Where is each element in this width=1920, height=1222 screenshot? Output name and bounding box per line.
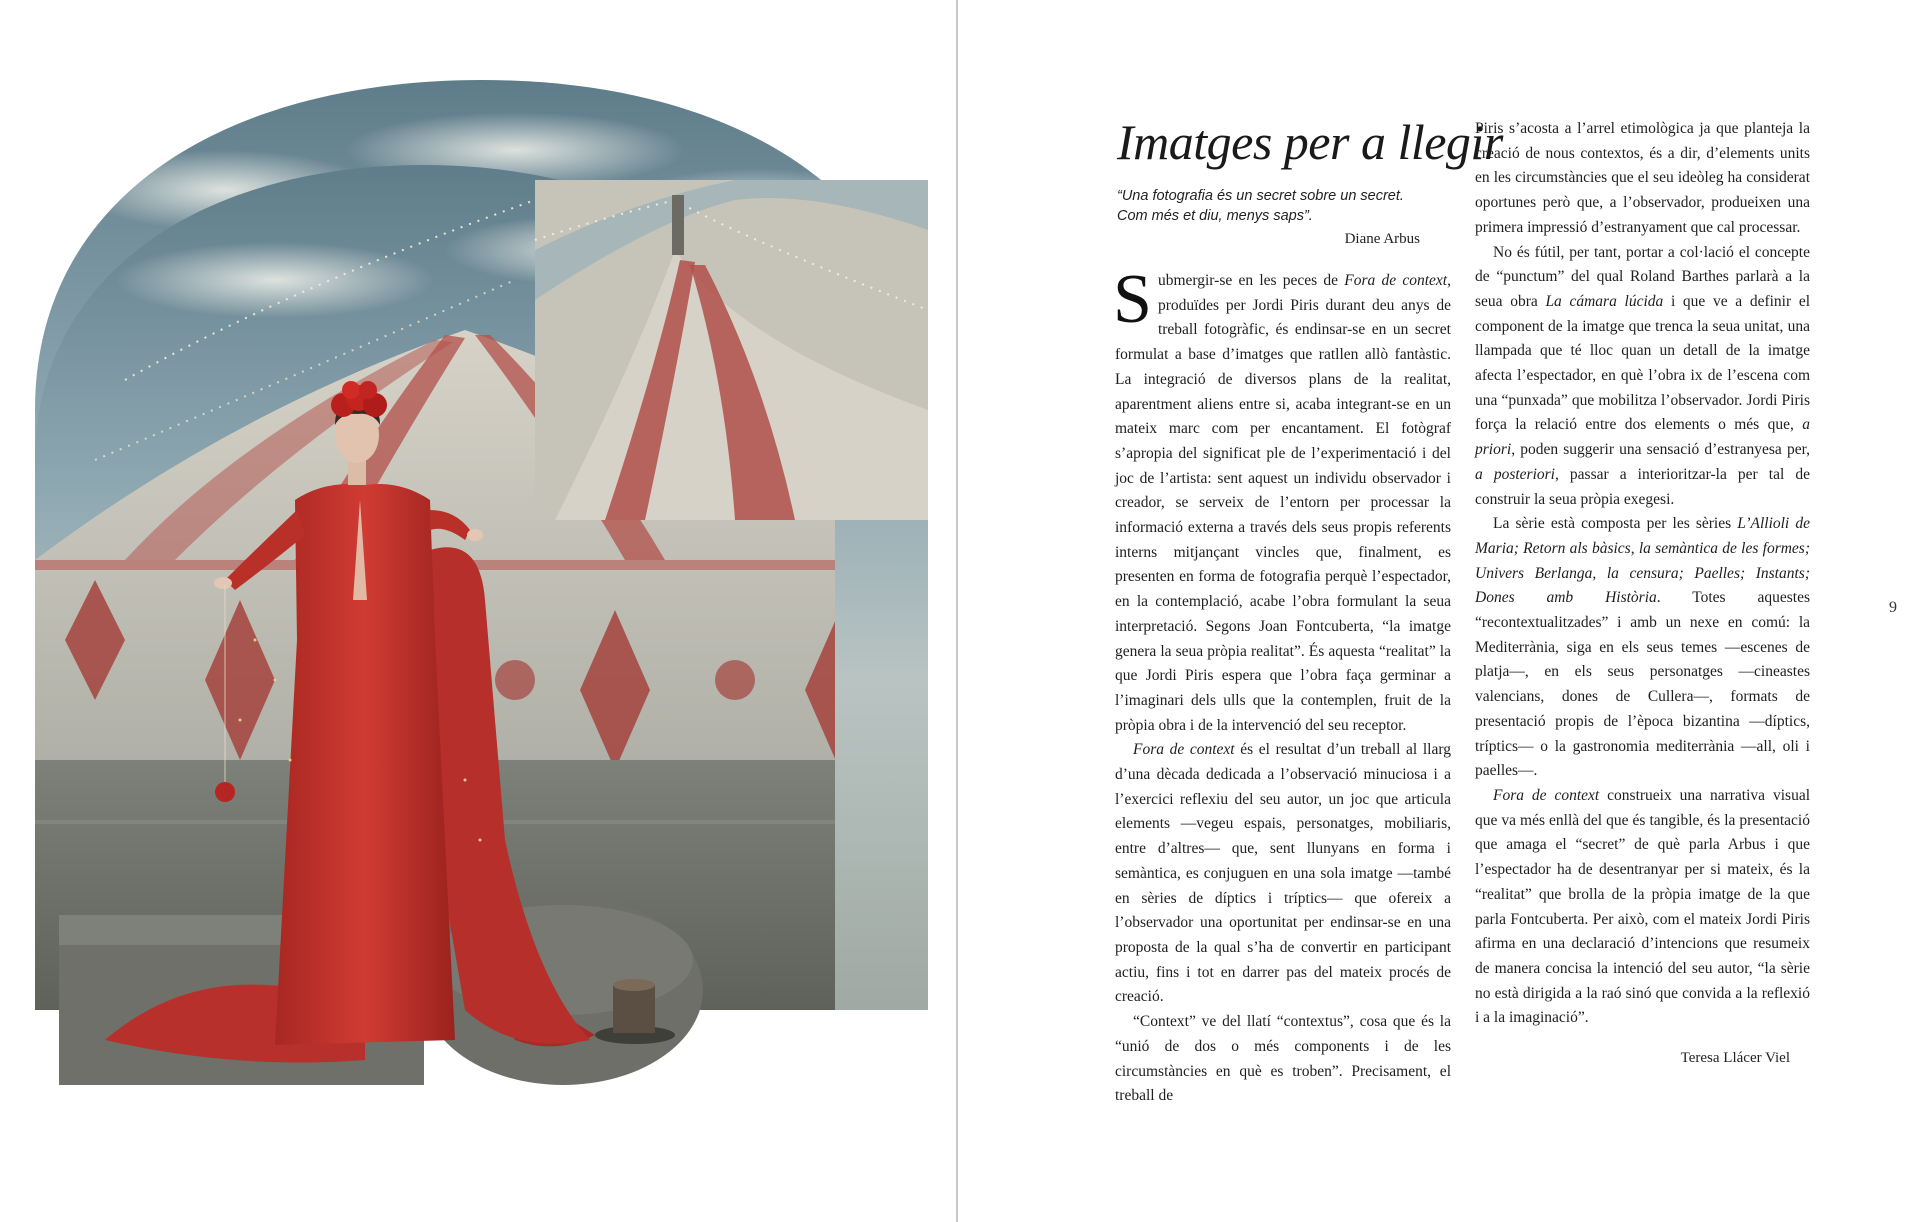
paragraph: Piris s’acosta a l’arrel etimològica ja que planteja la creació de nous contextos, és a dir, d’elements units en les circumstàncies que el seu ideòleg ha considerat oportunes però que, a l’observador, produeixen una primera impressió d’estranyament que cal processar. xyxy=(1475,120,1810,236)
epigraph-line-1: “Una fotografia és un secret sobre un secret. xyxy=(1117,188,1404,204)
paragraph xyxy=(1475,241,1810,513)
author-signature: Teresa Llácer Viel xyxy=(1680,1050,1790,1066)
article-column-1 xyxy=(1113,261,1451,1109)
page-number: 9 xyxy=(1889,599,1897,616)
text-run: , poden suggerir una sensació d’estranyesa per, xyxy=(1511,441,1810,459)
paragraph xyxy=(1475,512,1810,784)
epigraph-line-2: Com més et diu, menys saps”. xyxy=(1117,208,1313,224)
article-column-2 xyxy=(1475,117,1810,1031)
text-run: ubmergir-se en les peces de xyxy=(1157,272,1345,289)
text-run: i que ve a definir el component de la imatge que trenca la seua unitat, una llampada que té lloc quan un detall de la imatge afecta l’espectador, en què l’obra ix de l’escena com una “punxada” que mobilitza l’observador. Jordi Piris força la relació entre dos elements o més que, xyxy=(1475,292,1811,434)
epigraph-author: Diane Arbus xyxy=(1344,231,1420,247)
text-run: No és fútil, per tant, portar a col·lació el concepte de “punctum” del qual Roland Barthes parlarà a la seua obra xyxy=(1475,243,1810,310)
italic-work-title: Fora de context xyxy=(1133,741,1235,759)
italic-series-list: L’Allioli de Maria; Retorn als bàsics, la semàntica de les formes; Univers Berlanga, la censura; Paelles; Instants; Dones amb Història xyxy=(1475,515,1810,607)
italic-phrase: a priori xyxy=(1475,416,1810,459)
italic-work-title: Fora de context xyxy=(1493,786,1600,804)
italic-work-title: La cámara lúcida xyxy=(1545,292,1664,310)
italic-phrase: a posteriori xyxy=(1475,465,1555,483)
text-run: construeix una narrativa visual que va més enllà del que és tangible, és la presentació que amaga el “secret” de què parla Arbus i que l’espectador ha de desentranyar per si mateix, és la “realitat” que brolla de la pròpia imatge de la que parla Fontcuberta. Per això, com el mateix Jordi Piris afirma en una declaració d’intencions que resumeix de manera concisa la intenció del seu autor, “la sèrie no està dirigida a la raó sinó que convida a la reflexió i a la imaginació”. xyxy=(1475,786,1811,1027)
left-page xyxy=(0,0,956,1222)
text-run: , passar a interioritzar-la per tal de construir la seua pròpia exegesi. xyxy=(1475,465,1810,508)
epigraph-quote xyxy=(1117,186,1439,226)
photo-collage xyxy=(35,80,928,1085)
paragraph xyxy=(1475,784,1810,1031)
paragraph xyxy=(1113,261,1451,738)
tent-detail-panel xyxy=(535,180,928,520)
text-run: . Totes aquestes “recontextualitzades” i amb un nexe en comú: la Mediterrània, siga en els seus temes —escenes de platja—, en els seus personatges —cineastes valencians, dones de Cullera—, formats de presentació propis de l’època bizantina —díptics, tríptics— o la gastronomia mediterrània —all, oli i paelles—. xyxy=(1475,589,1810,780)
paragraph: “Context” ve del llatí “contextus”, cosa que és la “unió de dos o més components i de les circumstàncies en què es troben”. Precisament, el treball de xyxy=(1115,1013,1451,1105)
text-run: , produïdes per Jordi Piris durant deu anys de treball fotogràfic, és endinsar-se en un secret formulat a base d’imatges que ratllen allò fantàstic. La integració de diversos plans de la realitat, aparentment aliens entre si, acaba integrant-se en un mateix marc com per encantament. El fotògraf s’apropia del significat ple de l’experimentació i del joc de l’artista: sent aquest un individu observador i creador, se serveix de l’entorn per processar la informació externa a través dels seus propis referents interns mitjançant vincles que, finalment, es presenten en forma de fotografia perquè l’espectador, en la contemplació, acabe l’obra formulant la seua interpretació. Segons Joan Fontcuberta, “la imatge genera la seua pròpia realitat”. És aquesta “realitat” la que Jordi Piris espera que l’obra faça germinar a l’imaginari dels ulls que la contemplen, fruit de la pròpia obra i de la intervenció del seu receptor. xyxy=(1115,272,1451,734)
text-run: és el resultat d’un treball al llarg d’una dècada dedicada a l’observació minuciosa i a l’exercici reflexiu del seu autor, un joc que articula elements —vegeu espais, personatges, mobiliaris, entre d’altres— que, sent llunyans en forma i semàntica, es conjuguen en una sola imatge —també en sèries de díptics i tríptics— que ofereix a l’observador una oportunitat per endinsar-se en una proposta de la qual s’ha de convertir en participant actiu, fins i tot en darrer pas del mateix procés de creació. xyxy=(1115,741,1451,1006)
paragraph xyxy=(1115,738,1451,1010)
drop-cap: S xyxy=(1113,261,1152,338)
text-run: La sèrie està composta per les sèries xyxy=(1493,515,1738,533)
collage-svg xyxy=(35,80,928,1085)
article-title: Imatges per a llegir xyxy=(1117,114,1503,170)
italic-work-title: Fora de context xyxy=(1344,272,1448,289)
